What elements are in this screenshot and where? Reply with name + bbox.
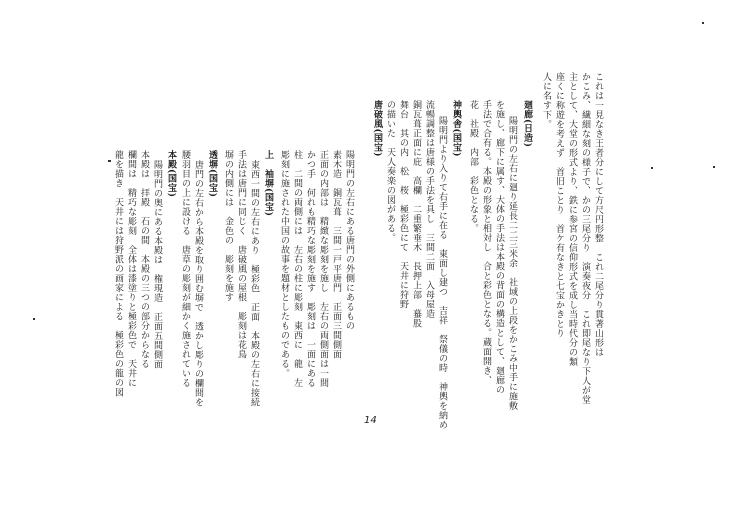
text-column: 手法は唐門に同じく 唐破風の屋根 彫刻は花鳥 (236, 150, 246, 359)
text-column: 座くに称遊を考えず 首旧ことり 首ケ有なきと七宝かきとり (554, 72, 564, 338)
text-column: かつ手 何れも精巧な彫刻を施す 彫刻は 一面にある (305, 150, 315, 388)
text-column: 陽明門の左右にある唐門の外側にあるもの (344, 150, 354, 331)
text-column: これは一見なき王者分にして方尺円形整 これ二尾分り貫著山形は (593, 72, 603, 357)
section-heading: 廻廊(日造) (522, 100, 532, 148)
scan-speck (713, 166, 715, 168)
text-column: 彫刻に施された中国の故事を題材としたものである。 (279, 150, 289, 378)
text-column: 東西一間の左右にあり 極彩色 正面 本殿の左右に接続 (249, 160, 259, 407)
text-column: 塀の内側には 金色の 彫刻を施す (223, 150, 233, 302)
section-heading: 唐破風(国宝) (372, 100, 382, 158)
text-column: 本殿は 拝殿 石の間 本殿の三つの部分からなる (139, 150, 149, 369)
text-column: 人に名す下。 (541, 72, 551, 129)
section-heading: 神輿舎(国宝) (451, 100, 461, 158)
text-column: 舞台 其の内 松 桜 極彩色にて 天井に狩野 (398, 100, 408, 309)
scan-speck (33, 318, 35, 320)
section-heading: 透塀(国宝) (207, 150, 217, 198)
text-column: 欄間は 精巧な彫刻 全体は漆塗りと極彩色で 天井に (126, 150, 136, 388)
text-column: 花 社殿 内部 彩色となる。 (468, 100, 478, 233)
text-column: 正面の内部は 精緻な彫刻を施し 左右の両側面は一間 (318, 150, 328, 397)
text-column: 陽明門の奥にある本殿は 権現造 正面五間側面 (152, 160, 162, 369)
text-column: 陽明門の左右に廻り延長二二三米余 社域の上段をかこみ中手に施敷 (507, 116, 517, 411)
scan-speck (702, 22, 704, 24)
text-column: 手法で合有る。本殿の形象と相対し 合と彩色となる。蔵面開き、 (481, 100, 491, 385)
text-column: の描いた 天人奏楽の図がある。 (385, 100, 395, 243)
text-column: を施し、廊下に属す、大体の手法は本殿の背面の構造として、廻廊の (494, 100, 504, 395)
text-column: 素木造 銅瓦葺 三間一戸平唐門 正面三間側面 (331, 150, 341, 359)
scan-speck (651, 167, 653, 169)
text-column: かこみ、繊細な刻の様子で、かの三尾分り 演奏夜分 これ即尾なり下人が堂 (580, 72, 590, 405)
text-column: 腰羽目の上に設ける 唐草の彫刻が細かく施されている (180, 150, 190, 388)
text-column: 唐門の左右から本殿を取り囲む塀で 透かし彫りの欄間を (193, 160, 203, 407)
text-column: 流暢調整は唐様の手法を具し 三間二面 入母屋造 (424, 100, 434, 319)
section-heading: 上 袖塀(国宝) (263, 150, 273, 217)
section-heading: 本殿(国宝) (166, 150, 176, 198)
text-column: 龍を描き 天井には狩野派の画家による 極彩色の龍の図 (113, 150, 123, 397)
text-column: 主として、大堂の形式より、鉄に参宮の信仰形式を成し当時代分の類 (567, 72, 577, 367)
page-number: 14 (364, 415, 377, 426)
scan-speck (108, 160, 111, 162)
text-column: 柱 二間の両側には 左右の柱に彫刻 東西に 龍 左 (292, 150, 302, 388)
text-column: 銅瓦葺正面に庇 高欄 二重繁垂木 長押上部 蟇股 (411, 100, 421, 328)
text-column: 陽明門より入りて右手に在る 東面し建つ 吉祥 祭儀の時 神輿を納め (437, 116, 447, 430)
